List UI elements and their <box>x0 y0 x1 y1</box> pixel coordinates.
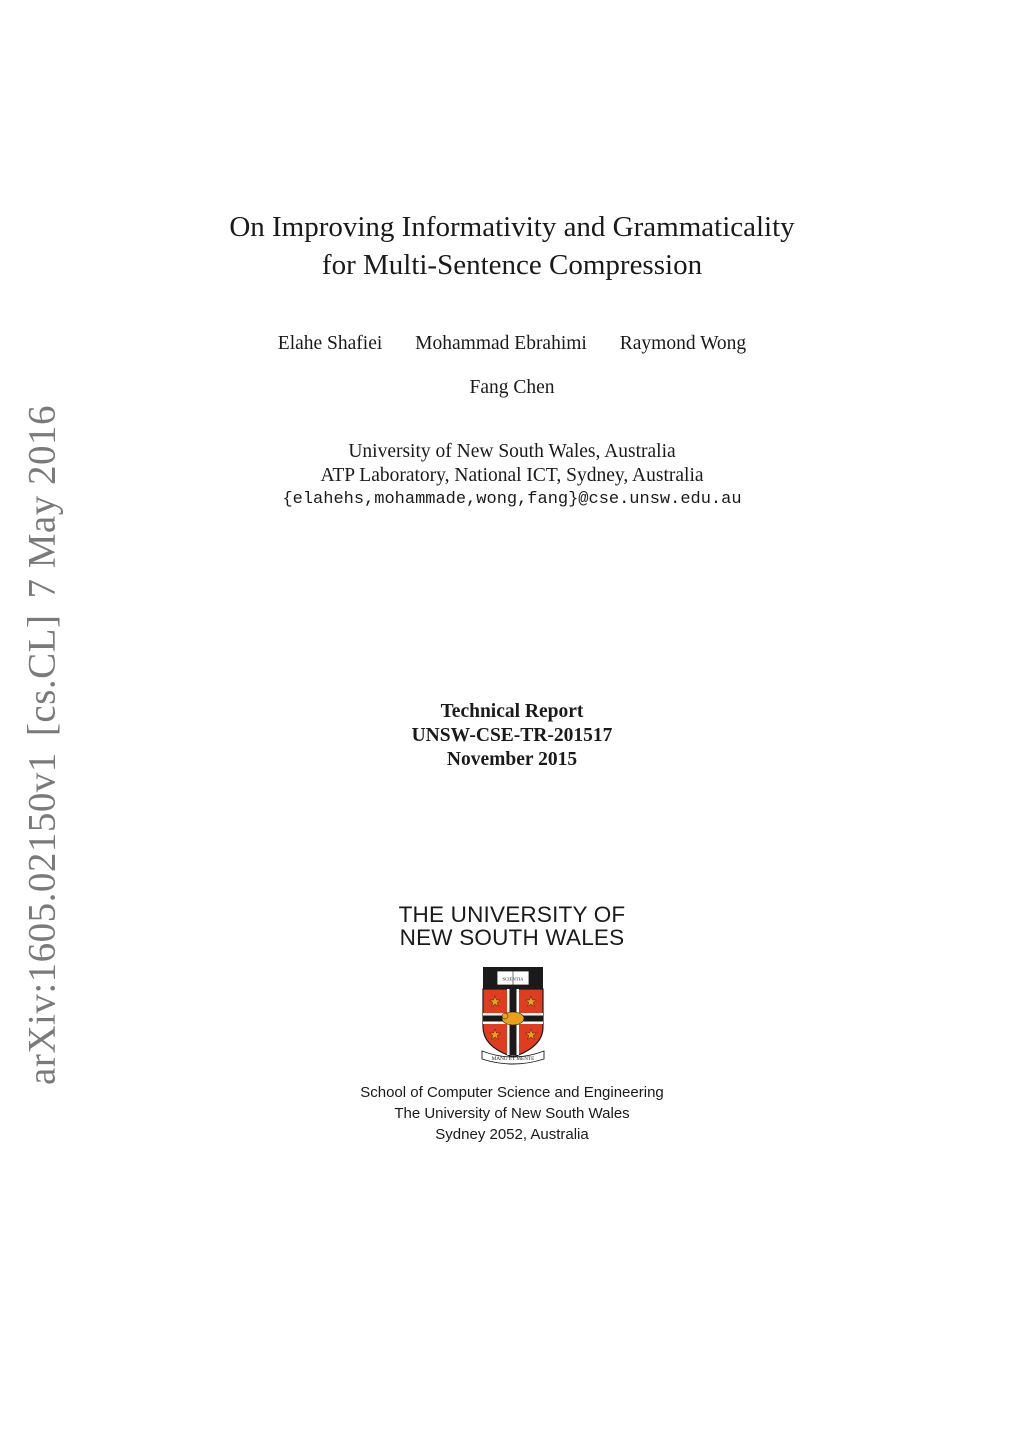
affiliation-block <box>0 440 1024 512</box>
author-list-row-2 <box>0 375 1024 401</box>
affiliation-line-2: ATP Laboratory, National ICT, Sydney, Australia <box>320 465 704 486</box>
crest-book-text: SCIENTIA <box>502 976 524 982</box>
crest-motto: MANU ET MENTE <box>491 1056 535 1062</box>
author-name: Mohammad Ebrahimi <box>415 333 587 354</box>
paper-title <box>0 208 1024 284</box>
arxiv-date: 7 May 2016 <box>20 405 64 599</box>
school-line-1: School of Computer Science and Engineering <box>360 1084 664 1101</box>
school-line-2: The University of New South Wales <box>394 1105 630 1122</box>
title-line-1: On Improving Informativity and Grammaticality <box>229 211 795 243</box>
wordmark-line-2: NEW SOUTH WALES <box>399 925 625 950</box>
author-name: Fang Chen <box>469 377 555 398</box>
author-list <box>0 331 1024 357</box>
title-line-2: for Multi-Sentence Compression <box>321 249 703 281</box>
arxiv-id: arXiv:1605.02150v1 <box>20 752 64 1085</box>
school-address <box>0 1082 1024 1145</box>
report-number: UNSW-CSE-TR-201517 <box>411 725 613 746</box>
school-line-3: Sydney 2052, Australia <box>435 1126 589 1143</box>
report-info <box>0 700 1024 772</box>
arxiv-category: [cs.CL] <box>20 614 64 737</box>
author-name: Raymond Wong <box>619 333 747 354</box>
university-wordmark <box>0 903 1024 949</box>
author-name: Elahe Shafiei <box>277 333 383 354</box>
author-emails: {elahehs,mohammade,wong,fang}@cse.unsw.edu.au <box>282 490 742 509</box>
report-type: Technical Report <box>440 701 584 722</box>
report-date: November 2015 <box>446 749 578 770</box>
affiliation-line-1: University of New South Wales, Australia <box>348 441 676 462</box>
university-crest-logo <box>481 965 545 1065</box>
wordmark-line-1: THE UNIVERSITY OF <box>398 902 626 927</box>
